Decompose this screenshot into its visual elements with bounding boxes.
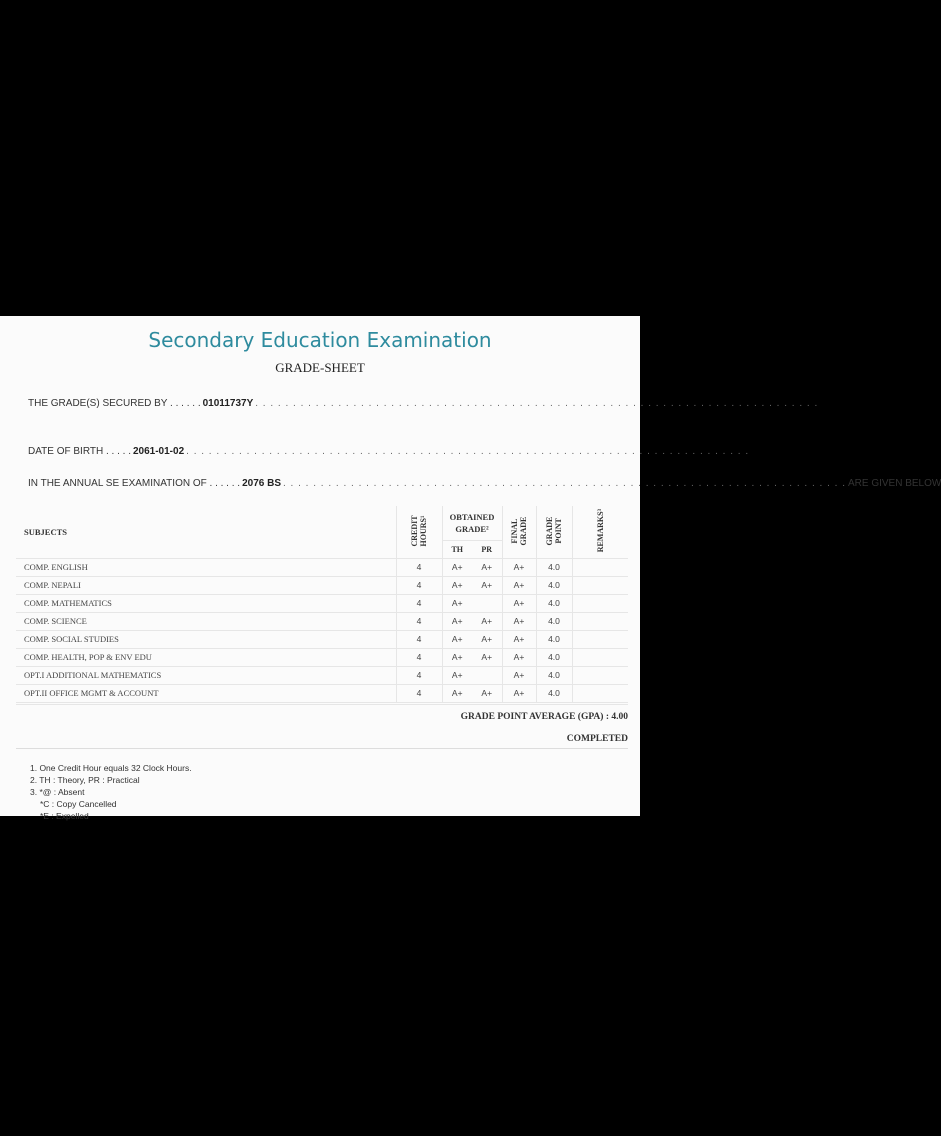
th-grade-cell: A+ [442, 684, 472, 702]
remarks-cell [572, 594, 628, 612]
symbol-number: 01011737Y [202, 398, 254, 409]
credit-cell: 4 [396, 594, 442, 612]
remarks-header: REMARKS³ [595, 509, 605, 553]
grade-point-header: GRADE POINT [545, 516, 563, 546]
pr-grade-cell: A+ [472, 630, 502, 648]
th-grade-cell: A+ [442, 576, 472, 594]
table-row [16, 594, 628, 612]
pr-grade-cell: A+ [472, 612, 502, 630]
pr-grade-cell: A+ [472, 684, 502, 702]
grade-point-cell: 4.0 [536, 576, 572, 594]
footnote: 1. One Credit Hour equals 32 Clock Hours. [30, 763, 192, 773]
final-grade-cell: A+ [502, 684, 536, 702]
grade-point-cell: 4.0 [536, 594, 572, 612]
dot-leader: . . . . . . . . . . . . . . . . . . . . . . . . . . . . . . . . . . . . . . . . . . . . . . . . . . . . . . . . . . . . . . . . . . . . . . . . . . . [255, 398, 819, 409]
final-grade-cell: A+ [502, 594, 536, 612]
credit-cell: 4 [396, 684, 442, 702]
dot-leader: . . . . . . . . . . . . . . . . . . . . . . . . . . . . . . . . . . . . . . . . . . . . . . . . . . . . . . . . . . . . . . . . . . . . . . . . . . . [283, 478, 846, 489]
divider [16, 704, 628, 705]
exam-line [28, 478, 941, 489]
final-grade-cell: A+ [502, 558, 536, 576]
grades-table [16, 506, 628, 703]
subject-cell: COMP. MATHEMATICS [16, 594, 396, 612]
subject-cell: COMP. NEPALI [16, 576, 396, 594]
table-row [16, 612, 628, 630]
remarks-cell [572, 684, 628, 702]
th-grade-cell: A+ [442, 612, 472, 630]
grade-point-cell: 4.0 [536, 648, 572, 666]
dob-value: 2061-01-02 [132, 446, 185, 457]
subject-cell: OPT.I ADDITIONAL MATHEMATICS [16, 666, 396, 684]
pr-header: PR [472, 540, 502, 558]
th-grade-cell: A+ [442, 594, 472, 612]
footnote: 3. *@ : Absent [30, 787, 85, 797]
remarks-cell [572, 666, 628, 684]
credit-cell: 4 [396, 558, 442, 576]
secured-by-label: THE GRADE(S) SECURED BY . . . . . . [28, 398, 201, 409]
grade-sheet [0, 316, 941, 821]
grade-point-cell: 4.0 [536, 684, 572, 702]
final-grade-cell: A+ [502, 630, 536, 648]
th-grade-cell: A+ [442, 666, 472, 684]
pr-grade-cell [472, 594, 502, 612]
th-header: TH [442, 540, 472, 558]
credit-cell: 4 [396, 612, 442, 630]
subject-cell: COMP. ENGLISH [16, 558, 396, 576]
final-grade-cell: A+ [502, 648, 536, 666]
table-row [16, 558, 628, 576]
subjects-header: SUBJECTS [16, 506, 396, 558]
th-grade-cell: A+ [442, 648, 472, 666]
final-grade-cell: A+ [502, 666, 536, 684]
footnote: *C : Copy Cancelled [40, 799, 117, 809]
pr-grade-cell: A+ [472, 558, 502, 576]
remarks-cell [572, 630, 628, 648]
th-grade-cell: A+ [442, 630, 472, 648]
credit-cell: 4 [396, 630, 442, 648]
credit-hours-header: CREDIT HOURS¹ [410, 515, 428, 547]
grade-point-cell: 4.0 [536, 612, 572, 630]
gpa-text: GRADE POINT AVERAGE (GPA) : 4.00 [460, 712, 628, 722]
footnote: 2. TH : Theory, PR : Practical [30, 775, 140, 785]
credit-cell: 4 [396, 576, 442, 594]
divider [16, 748, 628, 749]
exam-tail: ARE GIVEN BELOW [847, 478, 941, 489]
sheet-subtitle: GRADE-SHEET [275, 360, 365, 375]
remarks-cell [572, 576, 628, 594]
final-grade-cell: A+ [502, 612, 536, 630]
pr-grade-cell: A+ [472, 648, 502, 666]
pr-grade-cell: A+ [472, 576, 502, 594]
obtained-grade-header: OBTAINED GRADE² [442, 506, 502, 540]
grade-point-cell: 4.0 [536, 630, 572, 648]
result-status: COMPLETED [566, 734, 628, 744]
subject-cell: COMP. SCIENCE [16, 612, 396, 630]
remarks-cell [572, 648, 628, 666]
pr-grade-cell [472, 666, 502, 684]
remarks-cell [572, 612, 628, 630]
exam-title: Secondary Education Examination [148, 328, 492, 352]
subject-cell: COMP. SOCIAL STUDIES [16, 630, 396, 648]
exam-year: 2076 BS [242, 478, 281, 489]
grade-point-cell: 4.0 [536, 666, 572, 684]
th-grade-cell: A+ [442, 558, 472, 576]
table-row [16, 666, 628, 684]
table-row [16, 648, 628, 666]
dob-line [28, 446, 750, 457]
final-grade-cell: A+ [502, 576, 536, 594]
remarks-cell [572, 558, 628, 576]
exam-label: IN THE ANNUAL SE EXAMINATION OF . . . . . . [28, 478, 241, 489]
grade-point-cell: 4.0 [536, 558, 572, 576]
dob-label: DATE OF BIRTH . . . . . [28, 446, 131, 457]
footnotes [30, 762, 192, 822]
footnote: *E : Expelled [40, 811, 89, 821]
credit-cell: 4 [396, 666, 442, 684]
final-grade-header: FINAL GRADE [510, 516, 528, 546]
secured-by-line [28, 398, 819, 409]
dot-leader: . . . . . . . . . . . . . . . . . . . . . . . . . . . . . . . . . . . . . . . . . . . . . . . . . . . . . . . . . . . . . . . . . . . . . . . . . . . [186, 446, 750, 457]
table-row [16, 576, 628, 594]
table-row [16, 630, 628, 648]
subject-cell: OPT.II OFFICE MGMT & ACCOUNT [16, 684, 396, 702]
credit-cell: 4 [396, 648, 442, 666]
subject-cell: COMP. HEALTH, POP & ENV EDU [16, 648, 396, 666]
table-row [16, 684, 628, 702]
